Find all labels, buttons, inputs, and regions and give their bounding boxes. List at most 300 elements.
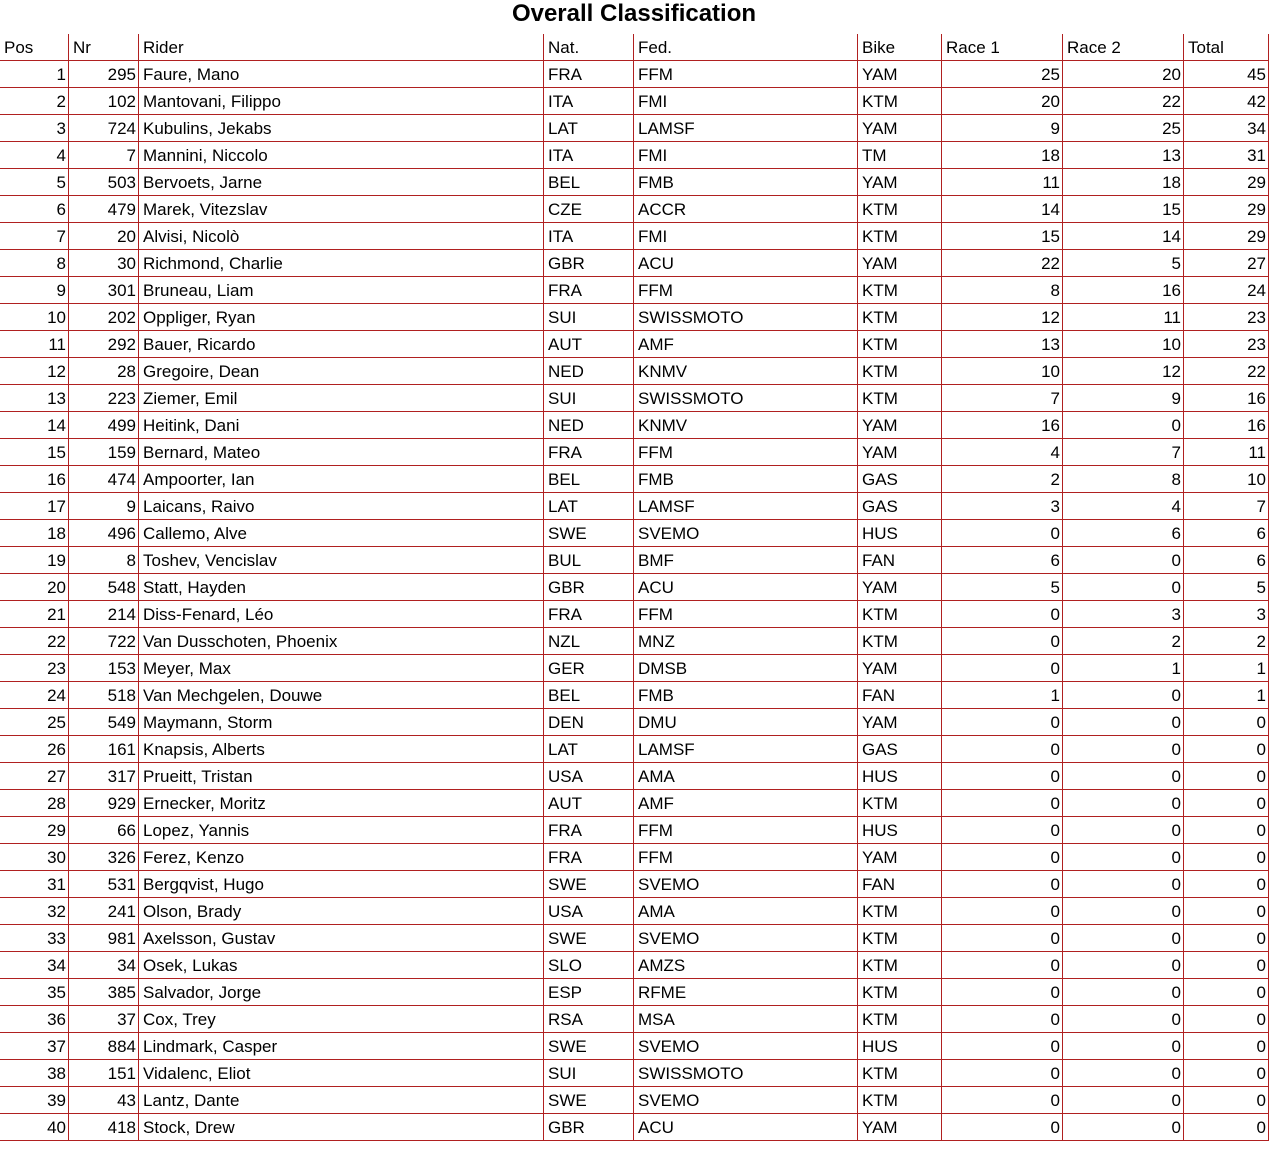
cell-nat: BEL — [544, 169, 634, 196]
cell-pos: 28 — [0, 790, 69, 817]
cell-race-2: 0 — [1063, 979, 1184, 1006]
cell-race-1: 0 — [942, 655, 1063, 682]
cell-rider: Bergqvist, Hugo — [139, 871, 544, 898]
cell-nat: ITA — [544, 223, 634, 250]
cell-fed: FFM — [634, 601, 858, 628]
cell-bike: YAM — [858, 574, 942, 601]
cell-fed: SVEMO — [634, 925, 858, 952]
cell-race-1: 0 — [942, 898, 1063, 925]
cell-total: 29 — [1184, 196, 1269, 223]
cell-total: 0 — [1184, 790, 1269, 817]
cell-pos: 29 — [0, 817, 69, 844]
cell-nat: LAT — [544, 493, 634, 520]
cell-nat: USA — [544, 763, 634, 790]
cell-pos: 9 — [0, 277, 69, 304]
cell-total: 22 — [1184, 358, 1269, 385]
cell-nat: CZE — [544, 196, 634, 223]
cell-race-1: 3 — [942, 493, 1063, 520]
cell-rider: Ernecker, Moritz — [139, 790, 544, 817]
cell-total: 16 — [1184, 385, 1269, 412]
cell-race-1: 8 — [942, 277, 1063, 304]
cell-race-2: 15 — [1063, 196, 1184, 223]
cell-rider: Diss-Fenard, Léo — [139, 601, 544, 628]
column-header-rider: Rider — [139, 34, 544, 61]
cell-race-1: 15 — [942, 223, 1063, 250]
table-row — [0, 250, 1269, 277]
cell-bike: KTM — [858, 952, 942, 979]
cell-fed: SVEMO — [634, 871, 858, 898]
cell-total: 23 — [1184, 331, 1269, 358]
cell-race-2: 0 — [1063, 844, 1184, 871]
cell-pos: 32 — [0, 898, 69, 925]
cell-rider: Cox, Trey — [139, 1006, 544, 1033]
cell-bike: KTM — [858, 1006, 942, 1033]
cell-nat: SWE — [544, 1087, 634, 1114]
cell-rider: Faure, Mano — [139, 61, 544, 88]
cell-race-1: 0 — [942, 1006, 1063, 1033]
cell-race-1: 2 — [942, 466, 1063, 493]
table-row — [0, 601, 1269, 628]
cell-rider: Mannini, Niccolo — [139, 142, 544, 169]
cell-bike: YAM — [858, 250, 942, 277]
cell-nat: LAT — [544, 115, 634, 142]
cell-total: 31 — [1184, 142, 1269, 169]
table-row — [0, 952, 1269, 979]
cell-bike: KTM — [858, 223, 942, 250]
table-row — [0, 979, 1269, 1006]
cell-bike: FAN — [858, 682, 942, 709]
cell-total: 0 — [1184, 979, 1269, 1006]
cell-pos: 12 — [0, 358, 69, 385]
cell-race-1: 0 — [942, 628, 1063, 655]
cell-bike: KTM — [858, 1087, 942, 1114]
cell-race-1: 0 — [942, 1087, 1063, 1114]
cell-total: 0 — [1184, 898, 1269, 925]
cell-race-2: 0 — [1063, 1114, 1184, 1141]
table-row — [0, 115, 1269, 142]
cell-race-1: 13 — [942, 331, 1063, 358]
cell-race-2: 25 — [1063, 115, 1184, 142]
cell-race-2: 0 — [1063, 1060, 1184, 1087]
cell-nr: 418 — [69, 1114, 139, 1141]
page-title: Overall Classification — [511, 0, 757, 27]
cell-rider: Toshev, Vencislav — [139, 547, 544, 574]
cell-total: 5 — [1184, 574, 1269, 601]
table-row — [0, 736, 1269, 763]
cell-pos: 22 — [0, 628, 69, 655]
cell-pos: 26 — [0, 736, 69, 763]
cell-race-1: 12 — [942, 304, 1063, 331]
table-row — [0, 358, 1269, 385]
cell-pos: 31 — [0, 871, 69, 898]
cell-pos: 27 — [0, 763, 69, 790]
cell-nr: 301 — [69, 277, 139, 304]
cell-race-1: 0 — [942, 601, 1063, 628]
cell-total: 0 — [1184, 1114, 1269, 1141]
cell-fed: FMB — [634, 466, 858, 493]
cell-race-2: 0 — [1063, 709, 1184, 736]
cell-rider: Oppliger, Ryan — [139, 304, 544, 331]
table-row — [0, 655, 1269, 682]
cell-fed: FFM — [634, 844, 858, 871]
cell-nat: NED — [544, 412, 634, 439]
cell-pos: 16 — [0, 466, 69, 493]
table-row — [0, 1087, 1269, 1114]
cell-race-2: 20 — [1063, 61, 1184, 88]
column-header-race-1: Race 1 — [942, 34, 1063, 61]
cell-bike: KTM — [858, 1060, 942, 1087]
cell-pos: 38 — [0, 1060, 69, 1087]
cell-fed: AMA — [634, 898, 858, 925]
cell-race-2: 0 — [1063, 898, 1184, 925]
table-row — [0, 142, 1269, 169]
cell-rider: Kubulins, Jekabs — [139, 115, 544, 142]
cell-pos: 20 — [0, 574, 69, 601]
cell-race-2: 13 — [1063, 142, 1184, 169]
cell-race-1: 0 — [942, 763, 1063, 790]
table-row — [0, 844, 1269, 871]
cell-race-2: 16 — [1063, 277, 1184, 304]
cell-rider: Marek, Vitezslav — [139, 196, 544, 223]
cell-nr: 317 — [69, 763, 139, 790]
cell-race-1: 5 — [942, 574, 1063, 601]
cell-fed: KNMV — [634, 412, 858, 439]
cell-nat: AUT — [544, 331, 634, 358]
cell-nr: 518 — [69, 682, 139, 709]
cell-fed: LAMSF — [634, 736, 858, 763]
cell-fed: LAMSF — [634, 493, 858, 520]
cell-bike: KTM — [858, 331, 942, 358]
cell-race-1: 0 — [942, 925, 1063, 952]
cell-fed: MNZ — [634, 628, 858, 655]
cell-fed: DMSB — [634, 655, 858, 682]
table-row — [0, 817, 1269, 844]
cell-pos: 8 — [0, 250, 69, 277]
cell-fed: FFM — [634, 439, 858, 466]
cell-race-2: 0 — [1063, 952, 1184, 979]
cell-nat: SUI — [544, 1060, 634, 1087]
cell-rider: Lantz, Dante — [139, 1087, 544, 1114]
cell-nr: 9 — [69, 493, 139, 520]
cell-bike: YAM — [858, 439, 942, 466]
cell-fed: AMZS — [634, 952, 858, 979]
cell-nat: BUL — [544, 547, 634, 574]
cell-nr: 474 — [69, 466, 139, 493]
cell-nr: 929 — [69, 790, 139, 817]
cell-rider: Bernard, Mateo — [139, 439, 544, 466]
cell-fed: FMB — [634, 682, 858, 709]
cell-rider: Maymann, Storm — [139, 709, 544, 736]
cell-total: 11 — [1184, 439, 1269, 466]
cell-bike: YAM — [858, 709, 942, 736]
cell-nr: 295 — [69, 61, 139, 88]
cell-nat: GBR — [544, 250, 634, 277]
table-row — [0, 223, 1269, 250]
cell-bike: HUS — [858, 520, 942, 547]
cell-bike: KTM — [858, 979, 942, 1006]
cell-pos: 10 — [0, 304, 69, 331]
table-body — [0, 61, 1269, 1141]
cell-race-2: 10 — [1063, 331, 1184, 358]
cell-race-2: 0 — [1063, 736, 1184, 763]
cell-race-2: 0 — [1063, 790, 1184, 817]
cell-total: 29 — [1184, 223, 1269, 250]
table-row — [0, 304, 1269, 331]
cell-fed: MSA — [634, 1006, 858, 1033]
table-row — [0, 412, 1269, 439]
cell-nat: SWE — [544, 1033, 634, 1060]
cell-nr: 43 — [69, 1087, 139, 1114]
cell-nr: 20 — [69, 223, 139, 250]
cell-nr: 7 — [69, 142, 139, 169]
table-row — [0, 1060, 1269, 1087]
cell-rider: Van Mechgelen, Douwe — [139, 682, 544, 709]
cell-race-1: 10 — [942, 358, 1063, 385]
cell-race-1: 0 — [942, 979, 1063, 1006]
cell-bike: FAN — [858, 871, 942, 898]
cell-nat: SLO — [544, 952, 634, 979]
cell-nr: 30 — [69, 250, 139, 277]
cell-race-2: 11 — [1063, 304, 1184, 331]
cell-race-2: 22 — [1063, 88, 1184, 115]
cell-nat: RSA — [544, 1006, 634, 1033]
cell-nat: BEL — [544, 466, 634, 493]
cell-bike: YAM — [858, 844, 942, 871]
cell-race-2: 5 — [1063, 250, 1184, 277]
cell-nr: 223 — [69, 385, 139, 412]
cell-fed: DMU — [634, 709, 858, 736]
cell-nat: SWE — [544, 520, 634, 547]
cell-race-1: 1 — [942, 682, 1063, 709]
cell-fed: LAMSF — [634, 115, 858, 142]
cell-race-2: 14 — [1063, 223, 1184, 250]
cell-bike: KTM — [858, 925, 942, 952]
cell-fed: ACU — [634, 574, 858, 601]
table-row — [0, 520, 1269, 547]
header-row — [0, 34, 1269, 61]
cell-pos: 23 — [0, 655, 69, 682]
cell-race-1: 4 — [942, 439, 1063, 466]
cell-pos: 4 — [0, 142, 69, 169]
cell-nr: 34 — [69, 952, 139, 979]
cell-nat: DEN — [544, 709, 634, 736]
cell-bike: HUS — [858, 817, 942, 844]
cell-total: 0 — [1184, 1087, 1269, 1114]
cell-pos: 1 — [0, 61, 69, 88]
cell-pos: 15 — [0, 439, 69, 466]
table-row — [0, 439, 1269, 466]
cell-nat: FRA — [544, 61, 634, 88]
cell-nr: 981 — [69, 925, 139, 952]
cell-bike: YAM — [858, 169, 942, 196]
cell-bike: KTM — [858, 790, 942, 817]
cell-rider: Lopez, Yannis — [139, 817, 544, 844]
cell-rider: Van Dusschoten, Phoenix — [139, 628, 544, 655]
cell-pos: 36 — [0, 1006, 69, 1033]
cell-total: 7 — [1184, 493, 1269, 520]
cell-pos: 37 — [0, 1033, 69, 1060]
cell-fed: SVEMO — [634, 520, 858, 547]
cell-race-1: 0 — [942, 790, 1063, 817]
cell-nr: 503 — [69, 169, 139, 196]
table-row — [0, 574, 1269, 601]
cell-race-1: 6 — [942, 547, 1063, 574]
cell-rider: Laicans, Raivo — [139, 493, 544, 520]
cell-pos: 13 — [0, 385, 69, 412]
cell-nr: 202 — [69, 304, 139, 331]
cell-bike: GAS — [858, 736, 942, 763]
cell-race-2: 2 — [1063, 628, 1184, 655]
table-row — [0, 682, 1269, 709]
cell-bike: KTM — [858, 277, 942, 304]
cell-nr: 479 — [69, 196, 139, 223]
cell-pos: 17 — [0, 493, 69, 520]
cell-total: 29 — [1184, 169, 1269, 196]
cell-rider: Alvisi, Nicolò — [139, 223, 544, 250]
cell-total: 27 — [1184, 250, 1269, 277]
cell-total: 0 — [1184, 817, 1269, 844]
cell-race-2: 0 — [1063, 1006, 1184, 1033]
cell-total: 34 — [1184, 115, 1269, 142]
cell-nat: SUI — [544, 304, 634, 331]
cell-total: 0 — [1184, 736, 1269, 763]
cell-pos: 11 — [0, 331, 69, 358]
cell-race-1: 0 — [942, 1033, 1063, 1060]
cell-total: 0 — [1184, 952, 1269, 979]
cell-bike: KTM — [858, 358, 942, 385]
cell-nr: 214 — [69, 601, 139, 628]
cell-nat: ESP — [544, 979, 634, 1006]
cell-nr: 159 — [69, 439, 139, 466]
cell-fed: FMI — [634, 142, 858, 169]
cell-pos: 25 — [0, 709, 69, 736]
cell-race-2: 4 — [1063, 493, 1184, 520]
cell-race-1: 20 — [942, 88, 1063, 115]
cell-race-2: 3 — [1063, 601, 1184, 628]
cell-race-2: 7 — [1063, 439, 1184, 466]
cell-nr: 499 — [69, 412, 139, 439]
cell-rider: Knapsis, Alberts — [139, 736, 544, 763]
cell-total: 0 — [1184, 1006, 1269, 1033]
cell-nat: SWE — [544, 925, 634, 952]
cell-fed: ACU — [634, 1114, 858, 1141]
cell-race-1: 0 — [942, 736, 1063, 763]
cell-pos: 6 — [0, 196, 69, 223]
cell-fed: FFM — [634, 61, 858, 88]
cell-nr: 153 — [69, 655, 139, 682]
cell-nat: AUT — [544, 790, 634, 817]
cell-fed: AMA — [634, 763, 858, 790]
cell-race-2: 8 — [1063, 466, 1184, 493]
cell-race-1: 0 — [942, 520, 1063, 547]
cell-race-1: 16 — [942, 412, 1063, 439]
cell-pos: 33 — [0, 925, 69, 952]
cell-race-1: 0 — [942, 817, 1063, 844]
cell-nat: NED — [544, 358, 634, 385]
cell-bike: YAM — [858, 655, 942, 682]
table-row — [0, 628, 1269, 655]
cell-pos: 2 — [0, 88, 69, 115]
cell-total: 0 — [1184, 709, 1269, 736]
cell-bike: KTM — [858, 385, 942, 412]
cell-race-2: 0 — [1063, 1087, 1184, 1114]
table-row — [0, 277, 1269, 304]
cell-total: 6 — [1184, 547, 1269, 574]
cell-race-1: 9 — [942, 115, 1063, 142]
cell-total: 23 — [1184, 304, 1269, 331]
cell-total: 0 — [1184, 844, 1269, 871]
table-row — [0, 493, 1269, 520]
cell-bike: KTM — [858, 898, 942, 925]
cell-race-1: 25 — [942, 61, 1063, 88]
cell-rider: Heitink, Dani — [139, 412, 544, 439]
cell-race-2: 0 — [1063, 817, 1184, 844]
cell-nat: ITA — [544, 142, 634, 169]
cell-bike: KTM — [858, 196, 942, 223]
table-row — [0, 547, 1269, 574]
cell-race-1: 11 — [942, 169, 1063, 196]
cell-rider: Salvador, Jorge — [139, 979, 544, 1006]
cell-race-2: 0 — [1063, 925, 1184, 952]
cell-fed: SWISSMOTO — [634, 1060, 858, 1087]
cell-total: 1 — [1184, 682, 1269, 709]
cell-pos: 21 — [0, 601, 69, 628]
table-row — [0, 1033, 1269, 1060]
cell-total: 0 — [1184, 1033, 1269, 1060]
cell-pos: 40 — [0, 1114, 69, 1141]
cell-race-1: 7 — [942, 385, 1063, 412]
cell-bike: TM — [858, 142, 942, 169]
cell-bike: KTM — [858, 601, 942, 628]
cell-rider: Lindmark, Casper — [139, 1033, 544, 1060]
cell-rider: Richmond, Charlie — [139, 250, 544, 277]
cell-nr: 548 — [69, 574, 139, 601]
cell-nr: 531 — [69, 871, 139, 898]
cell-nat: BEL — [544, 682, 634, 709]
cell-nr: 722 — [69, 628, 139, 655]
table-row — [0, 790, 1269, 817]
table-row — [0, 1006, 1269, 1033]
table-row — [0, 763, 1269, 790]
table-row — [0, 871, 1269, 898]
cell-fed: RFME — [634, 979, 858, 1006]
cell-fed: FMI — [634, 88, 858, 115]
cell-nr: 161 — [69, 736, 139, 763]
cell-nr: 385 — [69, 979, 139, 1006]
cell-rider: Ferez, Kenzo — [139, 844, 544, 871]
cell-rider: Vidalenc, Eliot — [139, 1060, 544, 1087]
cell-fed: FFM — [634, 817, 858, 844]
cell-nr: 292 — [69, 331, 139, 358]
table-row — [0, 466, 1269, 493]
cell-bike: FAN — [858, 547, 942, 574]
cell-race-2: 18 — [1063, 169, 1184, 196]
column-header-race-2: Race 2 — [1063, 34, 1184, 61]
cell-bike: GAS — [858, 493, 942, 520]
cell-pos: 30 — [0, 844, 69, 871]
table-row — [0, 1114, 1269, 1141]
cell-race-2: 0 — [1063, 871, 1184, 898]
cell-nat: GER — [544, 655, 634, 682]
cell-rider: Meyer, Max — [139, 655, 544, 682]
cell-pos: 34 — [0, 952, 69, 979]
table-row — [0, 196, 1269, 223]
cell-rider: Axelsson, Gustav — [139, 925, 544, 952]
cell-bike: KTM — [858, 88, 942, 115]
table-row — [0, 385, 1269, 412]
cell-pos: 5 — [0, 169, 69, 196]
cell-race-2: 0 — [1063, 763, 1184, 790]
